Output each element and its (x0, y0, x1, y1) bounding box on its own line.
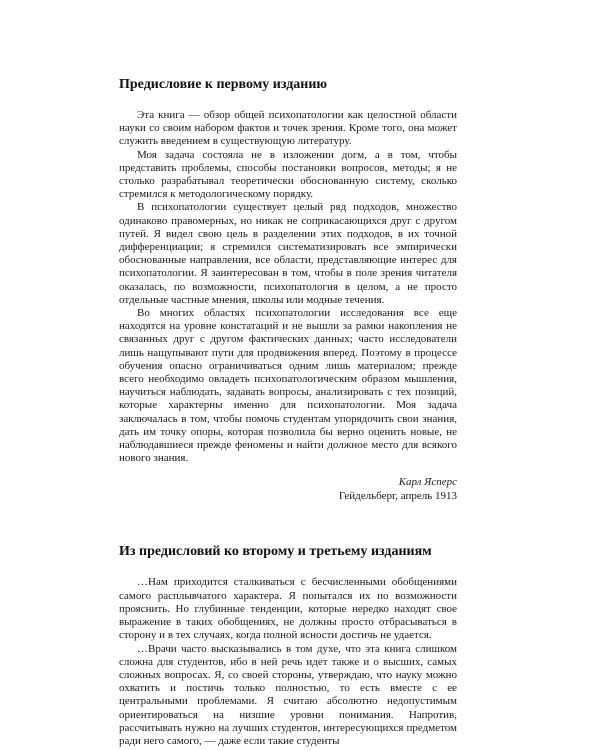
paragraph: В психопатологии существует целый ряд подходов, множество одинаково правомерных, но никак не соприкасающихся друг с другом путей. Я видел свою цель в разделении этих подходов, в их точной дифференциации; я стремился систематизировать все эмпирически обоснованные направления, все области, представляющие интерес для психопатологии. Я заинтересован в том, чтобы в поле зрения читателя оказалась, по возможности, психопатология в целом, а не просто отдельные частные мнения, школы или модные течения. (119, 201, 457, 306)
paragraph: Во многих областях психопатологии исследования все еще находятся на уровне констатаций и не вышли за рамки накопления не связанных друг с другом фактических данных; часто исследователи лишь нащупывают пути для продвижения вперед. Поэтому в процессе обучения опасно ограничиваться одним лишь материалом; прежде всего необходимо овладеть психопатологическим образом мышления, научиться наблюдать, задавать вопросы, анализировать с тех позиций, которые характерны именно для психопатологии. Моя задача заключалась в том, чтобы помочь студентам упорядочить свои знания, дать им точку опоры, которая позволила бы верно оценить новые, не наблюдавшиеся прежде феномены и найти должное место для всякого нового знания. (119, 307, 457, 465)
preface-first-edition (119, 76, 457, 503)
section-title: Предисловие к первому изданию (119, 77, 328, 92)
paragraph: Эта книга — обзор общей психопатологии как целостной области науки со своим набором фактов и точек зрения. Кроме того, она может служить введением в существующую литературу. (119, 109, 457, 148)
section-title: Из предисловий ко второму и третьему изданиям (119, 544, 432, 560)
paragraph: …Врачи часто высказывались в том духе, что эта книга слишком сложна для студентов, ибо в ней речь идет также и о высших, самых сложных вопросах. Я, со своей стороны, утверждаю, что науку можно охватить и постичь только полностью, то есть вместе с ее центральными проблемами. Я считаю абсолютно недопустимым ориентироваться на низшие уровни понимания. Напротив, рассчитывать нужно на лучших студентов, интересующихся предметом ради него самого, — даже если такие студенты (119, 642, 457, 747)
preface-second-third-editions (119, 543, 457, 748)
paragraph: Моя задача состояла не в изложении догм, а в том, чтобы представить проблемы, способы постановки вопросов, методы; я не столько разрабатывал теоретически обоснованную систему, сколько стремился к методологическому порядку. (119, 148, 457, 201)
signature-place-date: Гейдельберг, апрель 1913 (338, 489, 457, 502)
paragraph: …Нам приходится сталкиваться с бесчисленными обобщениями самого расплывчатого характера. Я попытался их по возможности прояснить. Но глубинные тенденции, которые нередко находят свое выражение в таких обобщениях, не должны просто отбрасываться в сторону и в тех случаях, когда полной ясности достичь не удается. (119, 576, 457, 642)
book-page (119, 76, 457, 748)
signature-name: Карл Ясперс (398, 476, 457, 489)
